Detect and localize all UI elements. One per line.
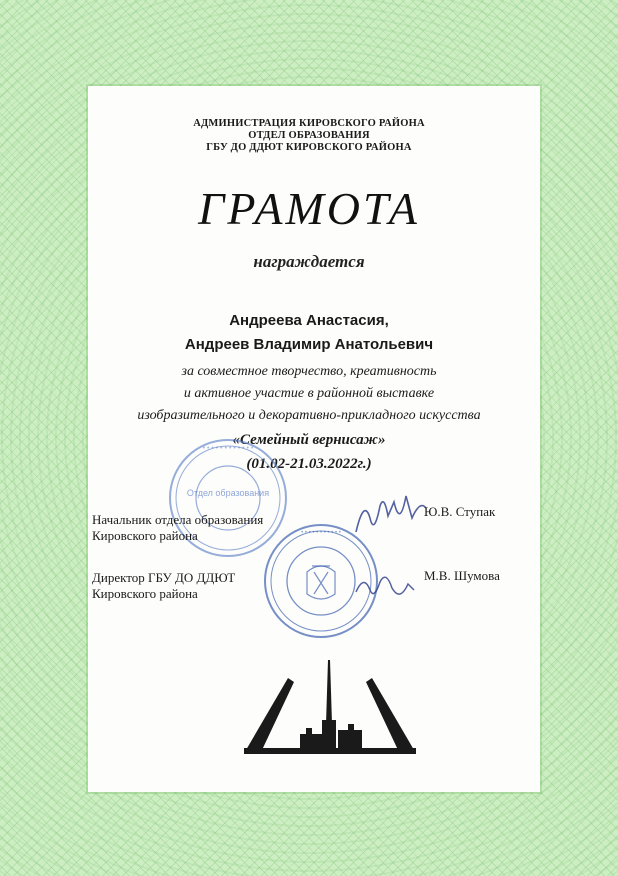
header-line-3: ГБУ ДО ДДЮТ КИРОВСКОГО РАЙОНА [206, 142, 412, 153]
awarded-label: награждается [253, 252, 365, 271]
exhibition-dates: (01.02-21.03.2022г.) [246, 456, 372, 472]
signature-block-1-position [92, 512, 263, 544]
drawbridge-illustration [240, 660, 420, 760]
recipient-2: Андреев Владимир Анатольевич [184, 336, 434, 353]
signature-shumova [352, 566, 418, 606]
signatory-name-1: Ю.В. Ступак [424, 504, 496, 519]
recipient-1: Андреева Анастасия, [229, 312, 389, 329]
stamp-text: Отдел образования [186, 488, 270, 498]
reason-line-1: за совместное творчество, креативность [181, 364, 437, 379]
certificate-title: ГРАМОТА [198, 183, 420, 234]
position-line-1: Начальник отдела образования [92, 512, 264, 527]
signature-block-2-position [92, 570, 235, 602]
header-line-2: ОТДЕЛ ОБРАЗОВАНИЯ [248, 130, 370, 141]
svg-text:• • • • • • • • • • • •: • • • • • • • • • • • • [202, 445, 254, 452]
header-line-1: АДМИНИСТРАЦИЯ КИРОВСКОГО РАЙОНА [193, 118, 425, 129]
reason-line-2: и активное участие в районной выставке [183, 386, 435, 401]
position-line-2: Кировского района [92, 528, 198, 543]
signatory-name-2: М.В. Шумова [424, 568, 500, 583]
exhibition-name: «Семейный вернисаж» [232, 432, 386, 448]
position-line-2: Кировского района [92, 586, 198, 601]
position-line-1: Директор ГБУ ДО ДДЮТ [92, 570, 236, 585]
signature-stupak [350, 488, 430, 548]
svg-text:• • • • • • • • • • •: • • • • • • • • • • • [301, 530, 341, 536]
reason-line-3: изобразительного и декоративно-прикладного искусства [137, 408, 481, 423]
